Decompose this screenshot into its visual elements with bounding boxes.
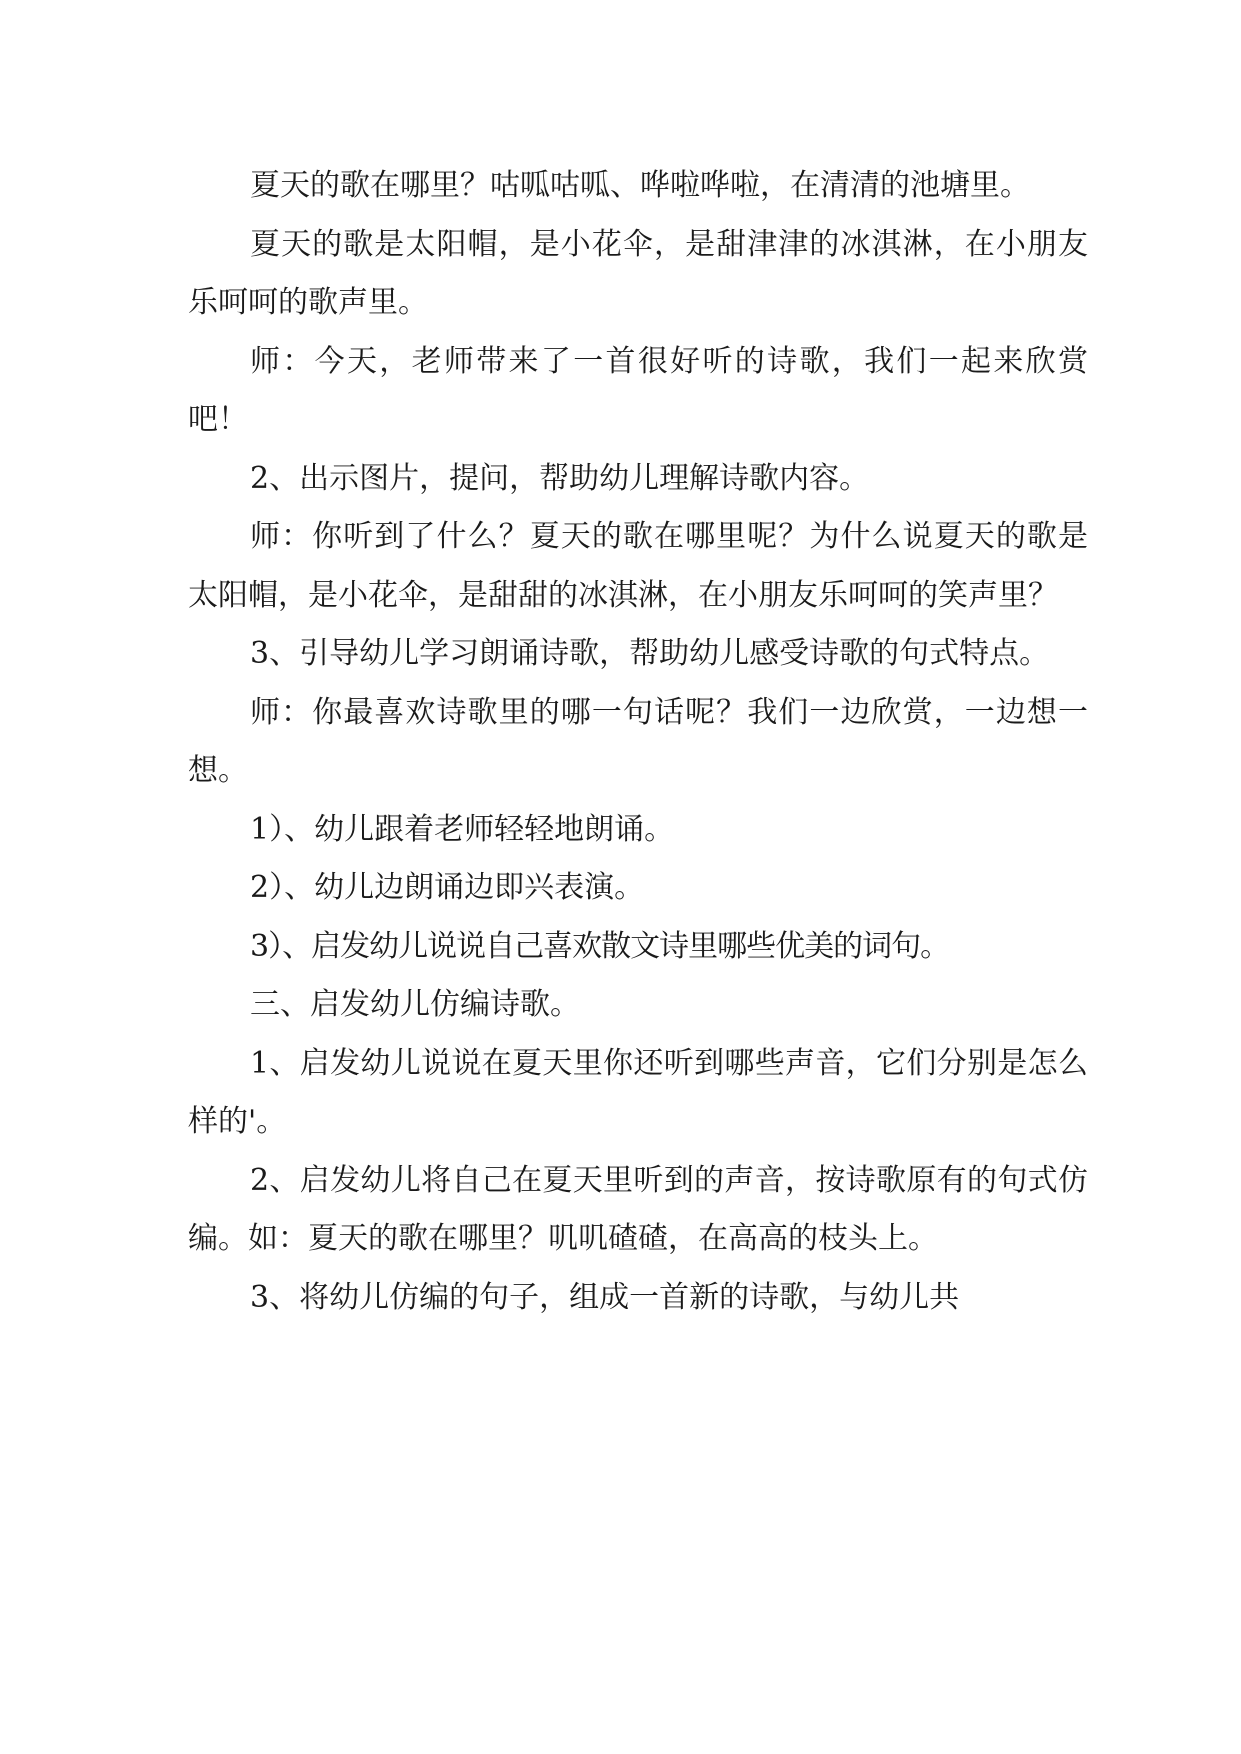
paragraph: 3、引导幼儿学习朗诵诗歌，帮助幼儿感受诗歌的句式特点。 [250, 636, 1050, 671]
paragraph: 1）、幼儿跟着老师轻轻地朗诵。 [250, 811, 675, 847]
paragraph: 3）、启发幼儿说说自己喜欢散文诗里哪些优美的词句。 [250, 928, 950, 964]
paragraph: 3、将幼儿仿编的句子，组成一首新的诗歌，与幼儿共 [250, 1279, 960, 1315]
paragraph: 2）、幼儿边朗诵边即兴表演。 [250, 870, 645, 905]
section-heading: 三、启发幼儿仿编诗歌。 [250, 987, 580, 1022]
paragraph: 夏天的歌在哪里？咕呱咕呱、哗啦哗啦，在清清的池塘里。 [250, 168, 1030, 203]
paragraph: 师：今天，老师带来了一首很好听的诗歌，我们一起来欣赏吧！ [188, 343, 1088, 437]
paragraph: 师：你听到了什么？夏天的歌在哪里呢？为什么说夏天的歌是太阳帽，是小花伞，是甜甜的冰淇淋，在小朋友乐呵呵的笑声里？ [188, 519, 1088, 613]
paragraph: 夏天的歌是太阳帽，是小花伞，是甜津津的冰淇淋，在小朋友乐呵呵的歌声里。 [188, 226, 1088, 320]
paragraph: 1、启发幼儿说说在夏天里你还听到哪些声音，它们分别是怎么样的'。 [188, 1045, 1088, 1139]
paragraph: 师：你最喜欢诗歌里的哪一句话呢？我们一边欣赏，一边想一想。 [188, 694, 1088, 788]
paragraph: 2、出示图片，提问，帮助幼儿理解诗歌内容。 [250, 460, 870, 496]
paragraph: 2、启发幼儿将自己在夏天里听到的声音，按诗歌原有的句式仿编。如：夏天的歌在哪里？叽叽碴碴，在高高的枝头上。 [188, 1162, 1088, 1256]
document-body [188, 157, 1088, 1327]
